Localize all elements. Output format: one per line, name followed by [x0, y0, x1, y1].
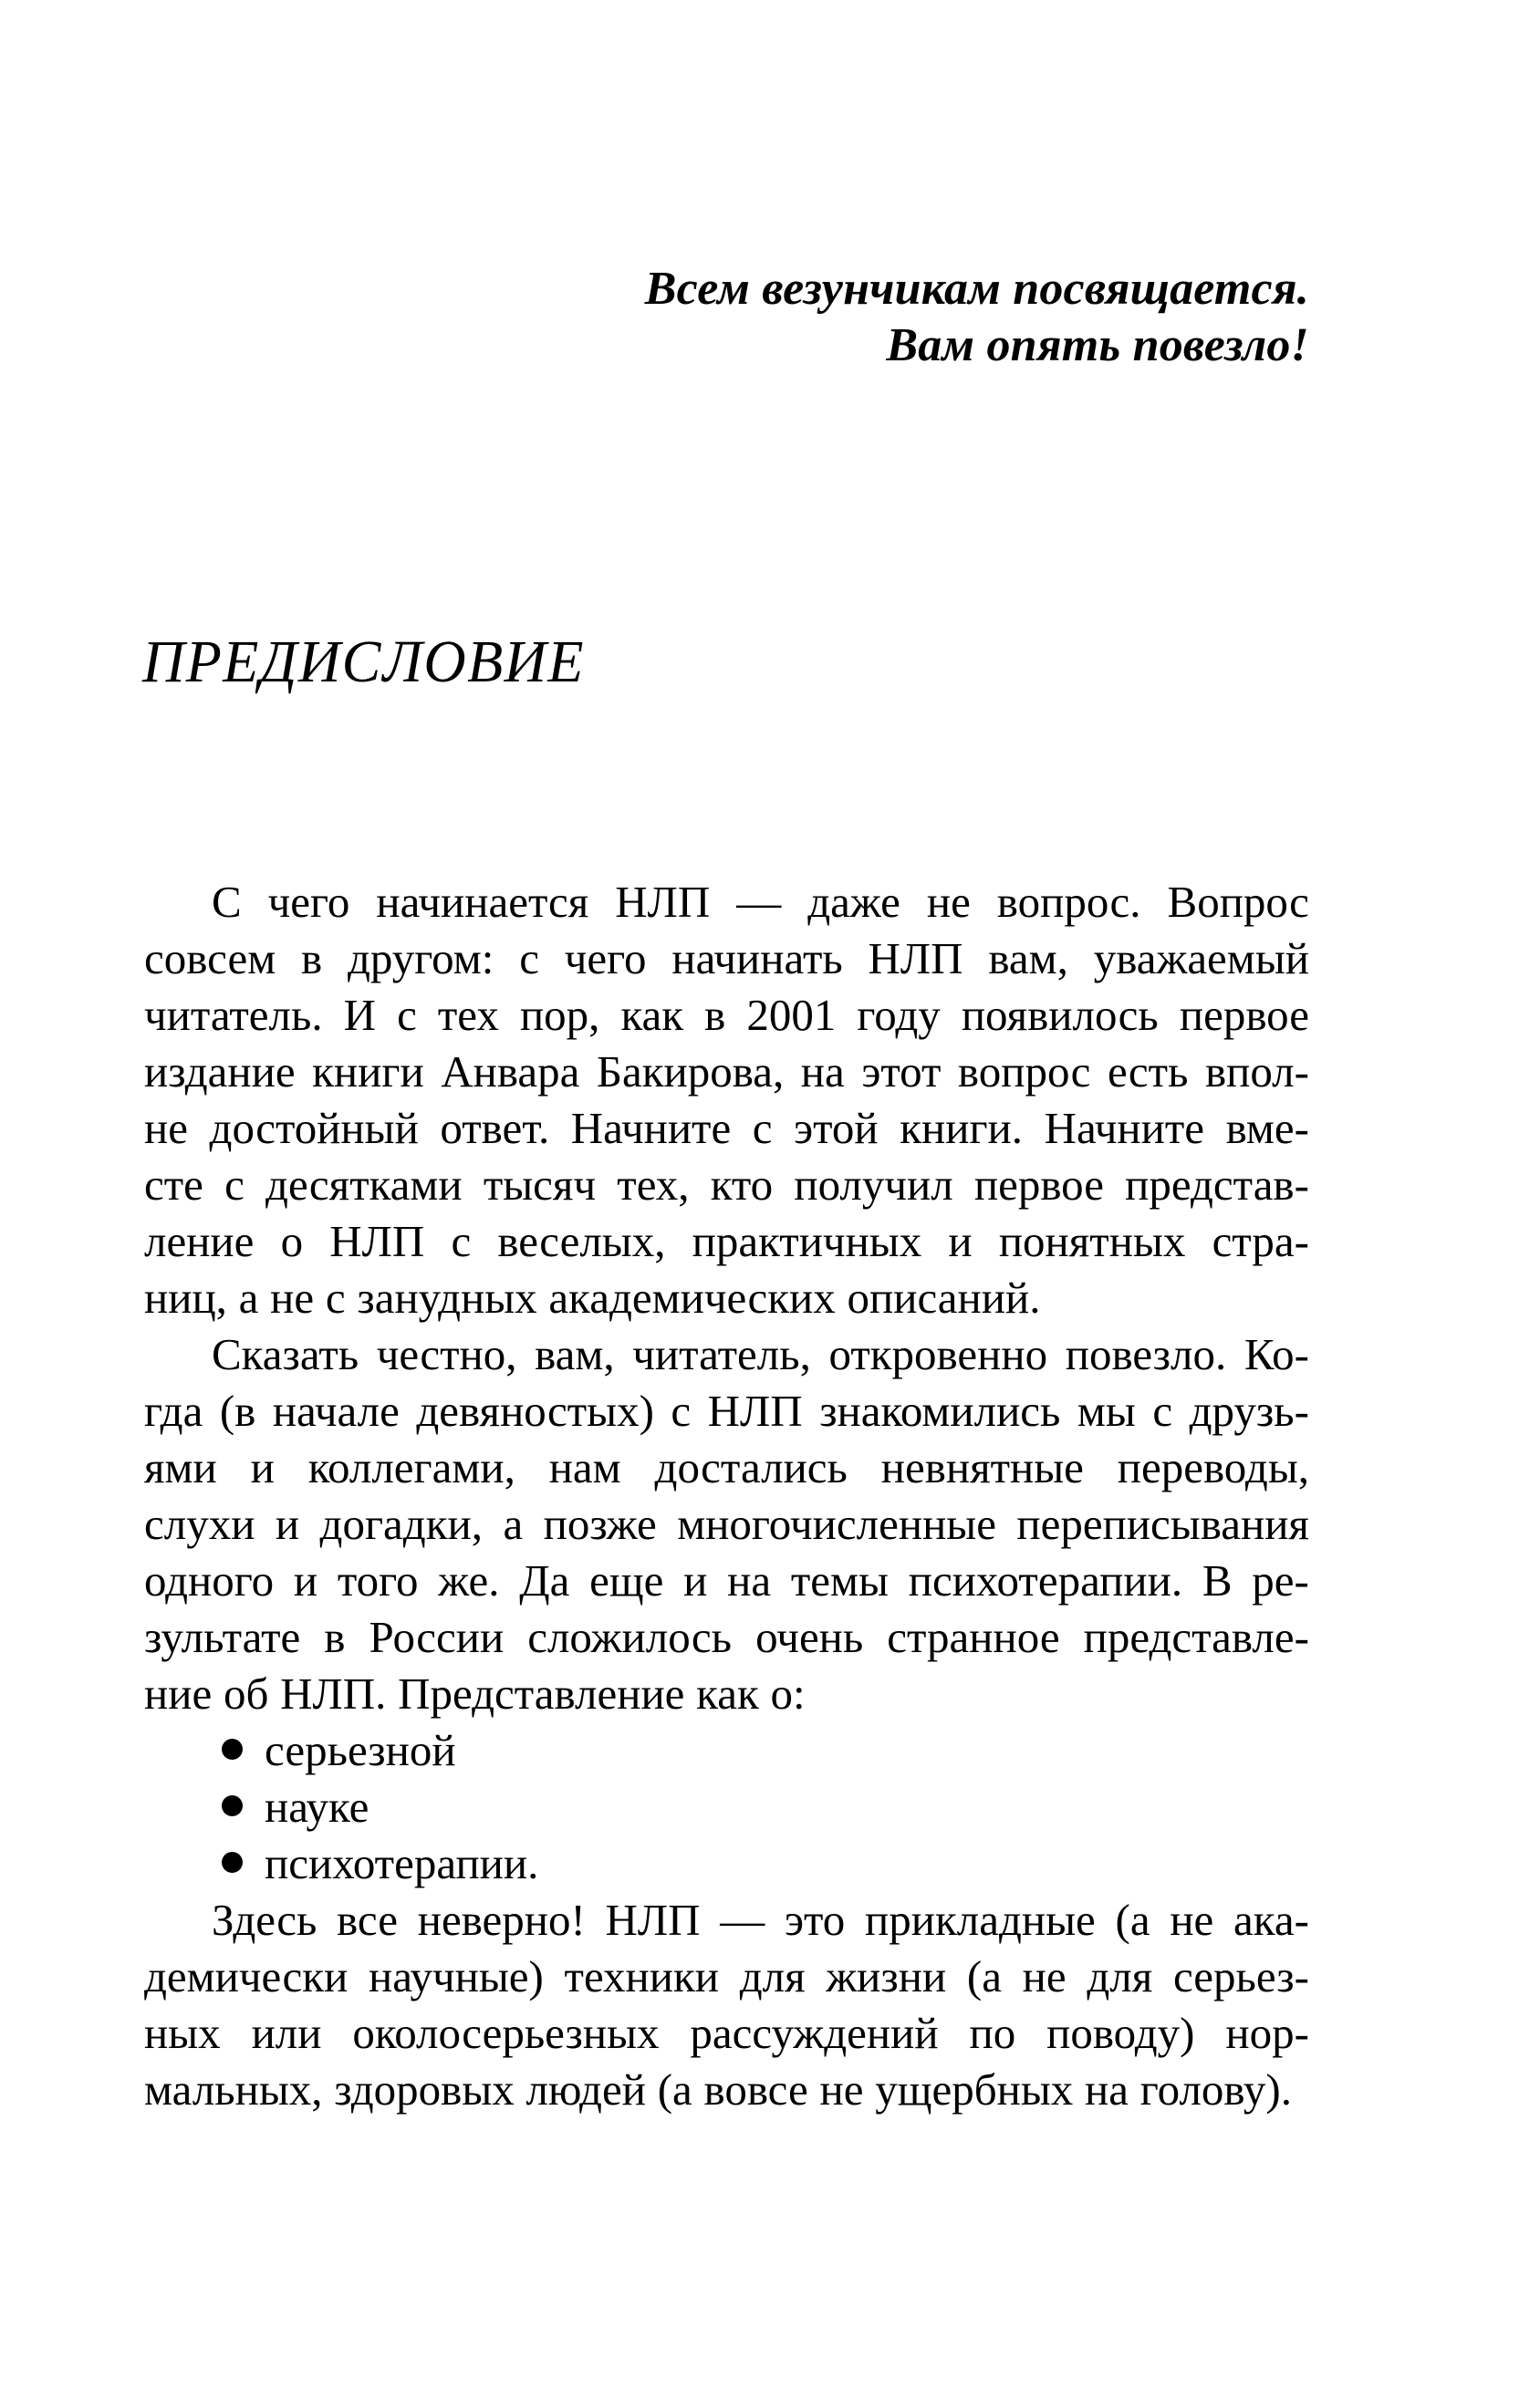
- word: достались: [654, 1442, 848, 1492]
- text-line: [144, 1157, 1309, 1213]
- word: десятками: [265, 1159, 463, 1210]
- word: как: [696, 1669, 759, 1719]
- word: (а: [657, 2064, 692, 2115]
- text-line: [144, 1270, 1309, 1326]
- text-line: [144, 1440, 1309, 1496]
- word: и: [250, 1442, 275, 1492]
- word: сложилось: [527, 1612, 733, 1662]
- word: начале: [272, 1386, 400, 1436]
- word: догадки,: [319, 1499, 484, 1549]
- word: не: [144, 1103, 188, 1153]
- word: вопрос.: [996, 877, 1141, 927]
- word: —: [736, 877, 782, 927]
- word: достойный: [209, 1103, 419, 1153]
- word: представ-: [1125, 1159, 1309, 1210]
- word: честно,: [376, 1329, 517, 1379]
- word: а: [238, 1273, 259, 1323]
- word: все: [337, 1895, 398, 1945]
- word: пор,: [519, 990, 600, 1040]
- list-item: [144, 1722, 1309, 1779]
- word: же.: [438, 1555, 500, 1606]
- word: ре-: [1252, 1555, 1309, 1606]
- word: прикладные: [865, 1895, 1096, 1945]
- word: знакомились: [819, 1386, 1061, 1436]
- word: читатель,: [632, 1329, 811, 1379]
- text-line: [144, 987, 1309, 1044]
- word: и: [275, 1499, 300, 1549]
- text-line: [144, 1326, 1309, 1383]
- list-item: [144, 1835, 1309, 1892]
- bullet-point-icon: [222, 1739, 243, 1760]
- word: и: [293, 1555, 318, 1606]
- epigraph: [144, 261, 1309, 374]
- word: Представление: [398, 1669, 685, 1719]
- word: (а: [966, 1951, 1002, 2001]
- word: представле-: [1083, 1612, 1309, 1662]
- word: а: [503, 1499, 524, 1549]
- text-line: [144, 1892, 1309, 1949]
- page-title: ПРЕДИСЛОВИЕ: [142, 629, 585, 696]
- word: тысяч: [483, 1159, 597, 1210]
- word: стра-: [1212, 1216, 1309, 1266]
- word: на: [727, 1555, 772, 1606]
- word: ущербных: [875, 2064, 1074, 2115]
- word: мы: [1077, 1386, 1136, 1436]
- bullet-point-icon: [222, 1852, 243, 1873]
- word: девяностых): [416, 1386, 654, 1436]
- word: позже: [543, 1499, 657, 1549]
- word: не: [926, 877, 971, 927]
- word: Здесь: [212, 1895, 317, 1945]
- word: книги.: [900, 1103, 1024, 1153]
- word: демически: [144, 1951, 349, 2001]
- word: Анвара: [441, 1046, 580, 1097]
- word: занудных: [357, 1273, 537, 1323]
- word: получил: [794, 1159, 953, 1210]
- word: сте: [144, 1159, 203, 1210]
- word: России: [369, 1612, 505, 1662]
- word: странное: [887, 1612, 1060, 1662]
- word: НЛП: [615, 877, 711, 927]
- word: академических: [548, 1273, 836, 1323]
- word: голову).: [1139, 2064, 1292, 2115]
- word: еще: [589, 1555, 664, 1606]
- word: начинается: [376, 877, 589, 927]
- text-line: [144, 1553, 1309, 1609]
- word: В: [1202, 1555, 1233, 1606]
- word: об: [223, 1669, 269, 1719]
- word: этой: [794, 1103, 879, 1153]
- word: ление: [144, 1216, 255, 1266]
- word: здоровых: [334, 2064, 515, 2115]
- word: НЛП.: [280, 1669, 387, 1719]
- word: психотерапии.: [908, 1555, 1183, 1606]
- word: 2001: [746, 990, 837, 1040]
- word: с: [397, 990, 417, 1040]
- word: по: [969, 2008, 1016, 2058]
- word: Да: [519, 1555, 570, 1606]
- paragraph-2: [144, 1326, 1309, 1722]
- word: ответ.: [440, 1103, 550, 1153]
- word: уважаемый: [1093, 933, 1309, 983]
- word: книги: [312, 1046, 424, 1097]
- word: И: [343, 990, 377, 1040]
- word: (в: [219, 1386, 256, 1436]
- text-line: [144, 2005, 1309, 2062]
- word: чего: [267, 877, 350, 927]
- word: как: [620, 990, 684, 1040]
- paragraph-3: [144, 1892, 1309, 2118]
- word: ниц,: [144, 1273, 227, 1323]
- word: ака-: [1233, 1895, 1309, 1945]
- word: вопрос: [957, 1046, 1091, 1097]
- word: Вопрос: [1167, 877, 1309, 927]
- list-item-label: серьезной: [265, 1725, 456, 1775]
- word: НЛП: [605, 1895, 701, 1945]
- word: читатель.: [144, 990, 323, 1040]
- word: переводы,: [1117, 1442, 1309, 1492]
- word: чего: [564, 933, 647, 983]
- word: С: [212, 877, 242, 927]
- text-line: [144, 1496, 1309, 1553]
- word: Сказать: [212, 1329, 359, 1379]
- word: НЛП: [329, 1216, 425, 1266]
- word: жизни: [826, 1951, 947, 2001]
- word: ями: [144, 1442, 217, 1492]
- word: понятных: [998, 1216, 1186, 1266]
- word: научные): [369, 1951, 544, 2001]
- word: людей: [525, 2064, 646, 2115]
- word: для: [1087, 1951, 1153, 2001]
- word: коллегами,: [307, 1442, 515, 1492]
- word: тех,: [617, 1159, 690, 1210]
- word: слухи: [144, 1499, 255, 1549]
- word: о: [280, 1216, 304, 1266]
- text-line: [144, 1100, 1309, 1157]
- text-line: [144, 874, 1309, 930]
- word: многочисленные: [677, 1499, 996, 1549]
- word: невнятные: [880, 1442, 1084, 1492]
- word: ных: [144, 2008, 221, 2058]
- word: описаний.: [847, 1273, 1041, 1323]
- word: Начните: [1044, 1103, 1205, 1153]
- word: с: [224, 1159, 245, 1210]
- word: тех: [437, 990, 499, 1040]
- word: вовсе: [703, 2064, 808, 2115]
- text-line: [144, 1609, 1309, 1666]
- list-item: [144, 1779, 1309, 1835]
- word: с: [325, 1273, 346, 1323]
- word: другом:: [348, 933, 494, 983]
- bullet-list: [144, 1722, 1309, 1892]
- word: откровенно: [828, 1329, 1048, 1379]
- word: появилось: [961, 990, 1159, 1040]
- word: очень: [755, 1612, 864, 1662]
- text-line: [144, 1383, 1309, 1440]
- word: серьез-: [1172, 1951, 1309, 2001]
- epigraph-line-2: Вам опять повезло!: [886, 319, 1309, 371]
- word: зультате: [144, 1612, 301, 1662]
- body-text: [144, 874, 1309, 2118]
- word: на: [800, 1046, 845, 1097]
- text-line: [144, 1666, 1309, 1722]
- word: году: [857, 990, 941, 1040]
- word: не: [270, 1273, 315, 1323]
- word: не: [819, 2064, 864, 2115]
- text-line: [144, 2062, 1309, 2118]
- word: или: [251, 2008, 322, 2058]
- word: в: [324, 1612, 346, 1662]
- word: вме-: [1225, 1103, 1309, 1153]
- word: издание: [144, 1046, 296, 1097]
- word: есть: [1107, 1046, 1189, 1097]
- word: околосерьезных: [352, 2008, 660, 2058]
- word: и: [948, 1216, 973, 1266]
- word: (а: [1115, 1895, 1150, 1945]
- word: с: [1152, 1386, 1173, 1436]
- word: этот: [861, 1046, 942, 1097]
- word: для: [739, 1951, 806, 2001]
- word: нор-: [1225, 2008, 1309, 2058]
- text-line: [144, 1949, 1309, 2005]
- word: с: [752, 1103, 773, 1153]
- word: Бакирова,: [596, 1046, 785, 1097]
- word: в: [704, 990, 726, 1040]
- word: с: [451, 1216, 472, 1266]
- word: начинать: [671, 933, 843, 983]
- word: техники: [564, 1951, 720, 2001]
- word: с: [671, 1386, 692, 1436]
- word: неверно!: [417, 1895, 586, 1945]
- word: друзь-: [1189, 1386, 1309, 1436]
- word: совсем: [144, 933, 276, 983]
- list-item-label: науке: [265, 1782, 369, 1832]
- word: первое: [1179, 990, 1309, 1040]
- word: мальных,: [144, 2064, 323, 2115]
- bullet-point-icon: [222, 1795, 243, 1816]
- word: ние: [144, 1669, 213, 1719]
- word: повезло.: [1065, 1329, 1227, 1379]
- word: НЛП: [868, 933, 963, 983]
- word: впол-: [1204, 1046, 1309, 1097]
- word: вам,: [535, 1329, 615, 1379]
- text-line: [144, 1044, 1309, 1100]
- word: вам,: [988, 933, 1068, 983]
- word: не: [1170, 1895, 1214, 1945]
- word: рассуждений: [690, 2008, 939, 2058]
- word: —: [720, 1895, 765, 1945]
- word: в: [301, 933, 323, 983]
- word: переписывания: [1016, 1499, 1309, 1549]
- word: о:: [770, 1669, 806, 1719]
- word: с: [519, 933, 539, 983]
- word: того: [337, 1555, 419, 1606]
- word: нам: [548, 1442, 621, 1492]
- word: и: [683, 1555, 708, 1606]
- word: темы: [790, 1555, 889, 1606]
- list-item-label: психотерапии.: [265, 1838, 539, 1888]
- epigraph-line-1: Всем везунчикам посвящается.: [644, 263, 1309, 315]
- word: Начните: [570, 1103, 732, 1153]
- word: Ко-: [1243, 1329, 1309, 1379]
- word: веселых,: [497, 1216, 666, 1266]
- word: НЛП: [707, 1386, 803, 1436]
- text-line: [144, 1213, 1309, 1270]
- word: гда: [144, 1386, 203, 1436]
- word: первое: [973, 1159, 1104, 1210]
- text-line: [144, 930, 1309, 987]
- word: поводу): [1046, 2008, 1195, 2058]
- word: это: [785, 1895, 846, 1945]
- word: даже: [807, 877, 900, 927]
- paragraph-1: [144, 874, 1309, 1326]
- word: одного: [144, 1555, 275, 1606]
- word: не: [1022, 1951, 1067, 2001]
- word: на: [1085, 2064, 1129, 2115]
- word: практичных: [692, 1216, 922, 1266]
- word: кто: [710, 1159, 774, 1210]
